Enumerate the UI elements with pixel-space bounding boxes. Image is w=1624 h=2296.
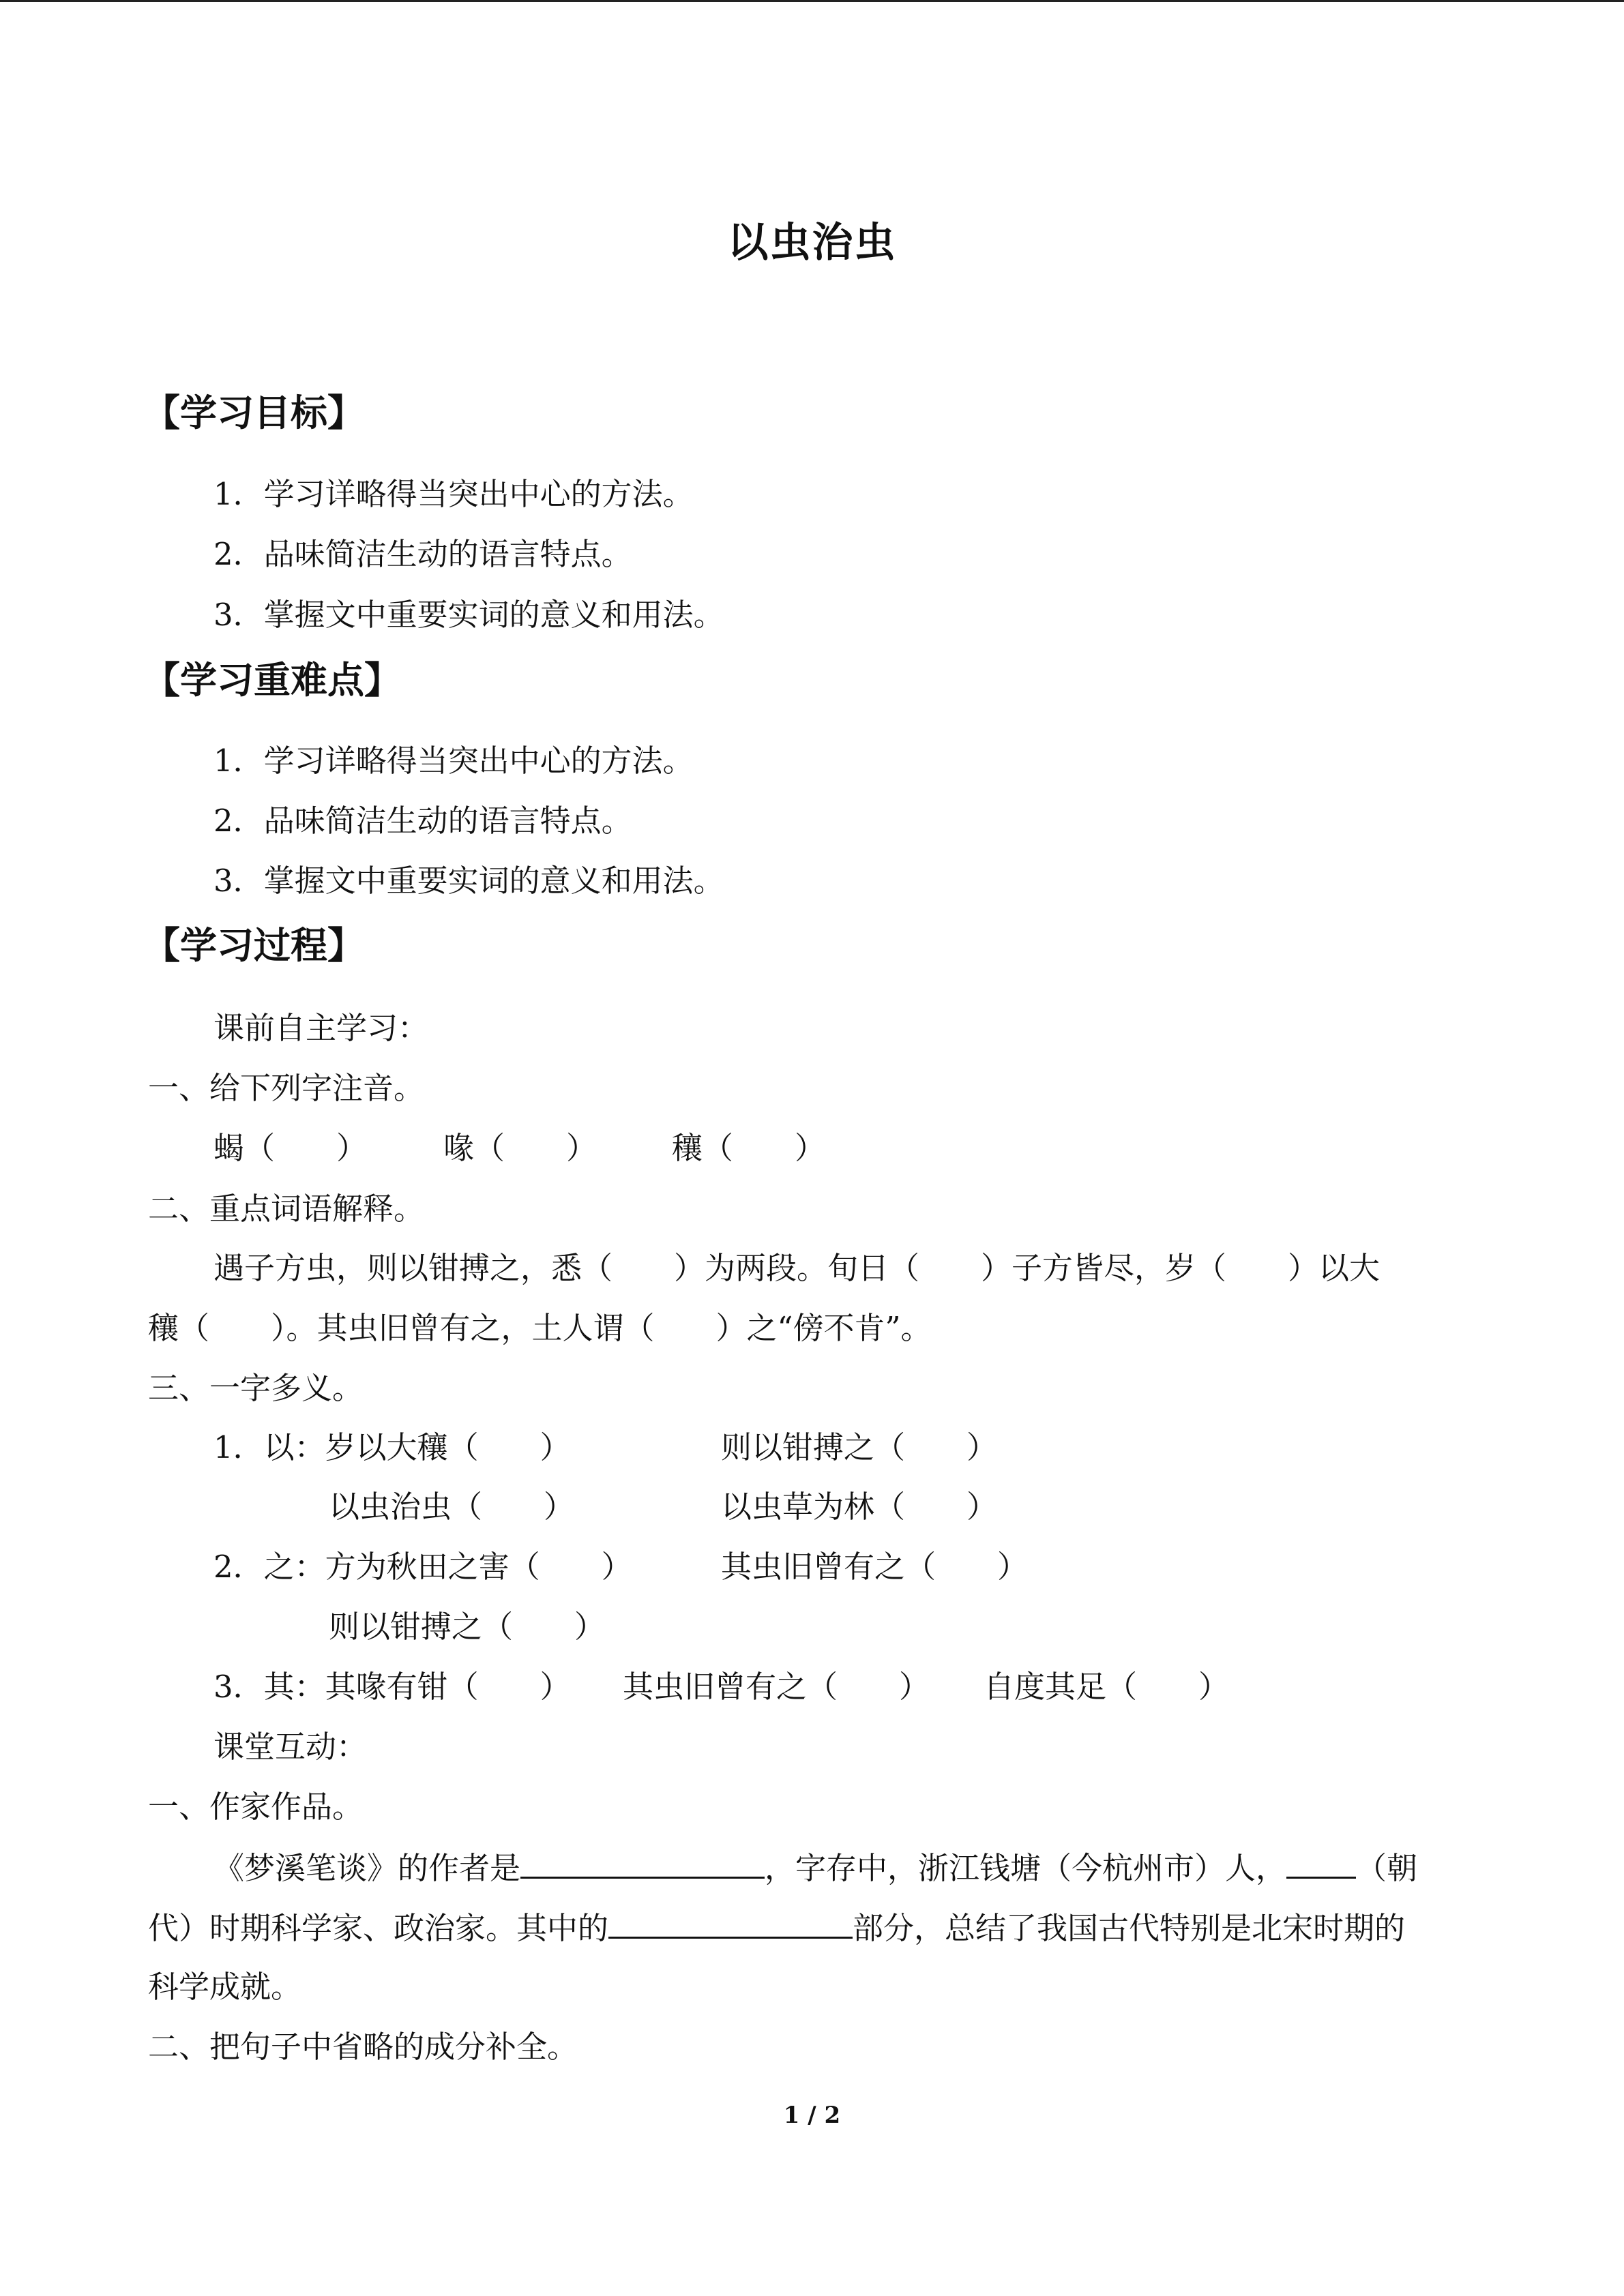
question-5-title: 二、把句子中省略的成分补全。 (148, 2029, 578, 2065)
objectives-heading: 【学习目标】 (143, 391, 364, 434)
in-class-label: 课堂互动： (213, 1729, 368, 1765)
pinyin-item: 穰（ ） (672, 1130, 826, 1166)
passage-line: 遇子方虫，则以钳搏之，悉（ ）为两段。旬日（ ）子方皆尽，岁（ ）以大 (213, 1250, 1381, 1286)
question-1-title: 一、给下列字注音。 (148, 1070, 425, 1106)
author-blank[interactable] (520, 1847, 765, 1879)
fill-blank-line: 代）时期科学家、政治家。其中的 部分，总结了我国古代特别是北宋时期的 (148, 1907, 1405, 1949)
objective-item: 2．品味简洁生动的语言特点。 (213, 536, 632, 572)
dynasty-blank[interactable] (1286, 1847, 1356, 1879)
page-title: 以虫治虫 (727, 219, 897, 267)
key-point-item: 2．品味简洁生动的语言特点。 (213, 803, 632, 839)
question-2-title: 二、重点词语解释。 (148, 1191, 425, 1227)
key-point-item: 3．掌握文中重要实词的意义和用法。 (213, 863, 724, 899)
pre-class-label: 课前自主学习： (213, 1010, 429, 1046)
question-3-title: 三、一字多义。 (148, 1370, 364, 1406)
fill-blank-line: 科学成就。 (148, 1969, 302, 2005)
top-border-line (0, 0, 1624, 2)
process-heading: 【学习过程】 (143, 924, 364, 967)
page-number: 1 / 2 (783, 2102, 841, 2129)
objective-item: 3．掌握文中重要实词的意义和用法。 (213, 597, 724, 633)
key-points-heading: 【学习重难点】 (143, 659, 401, 702)
polysemy-item: 则以钳搏之（ ） (329, 1609, 606, 1645)
polysemy-item: 3．其：其喙有钳（ ） (213, 1669, 571, 1705)
polysemy-item: 其虫旧曾有之（ ） (623, 1669, 930, 1705)
polysemy-item: 以虫草为林（ ） (721, 1489, 998, 1525)
polysemy-item: 1．以：岁以大穰（ ） (213, 1429, 571, 1465)
passage-line: 穰（ ）。其虫旧曾有之，土人谓（ ）之“傍不肯”。 (148, 1310, 932, 1346)
polysemy-item: 其虫旧曾有之（ ） (721, 1549, 1029, 1585)
key-point-item: 1．学习详略得当突出中心的方法。 (213, 743, 694, 779)
objective-item: 1．学习详略得当突出中心的方法。 (213, 476, 694, 512)
pinyin-item: 喙（ ） (443, 1130, 597, 1166)
polysemy-item: 自度其足（ ） (984, 1669, 1230, 1705)
fill-blank-line: 《梦溪笔谈》的作者是 ，字存中，浙江钱塘（今杭州市）人， （朝 (213, 1847, 1417, 1889)
question-4-title: 一、作家作品。 (148, 1789, 364, 1825)
polysemy-item: 则以钳搏之（ ） (721, 1429, 998, 1465)
polysemy-item: 2．之：方为秋田之害（ ） (213, 1549, 632, 1585)
pinyin-item: 蝎（ ） (213, 1130, 368, 1166)
polysemy-item: 以虫治虫（ ） (329, 1489, 575, 1525)
section-blank[interactable] (608, 1907, 853, 1939)
